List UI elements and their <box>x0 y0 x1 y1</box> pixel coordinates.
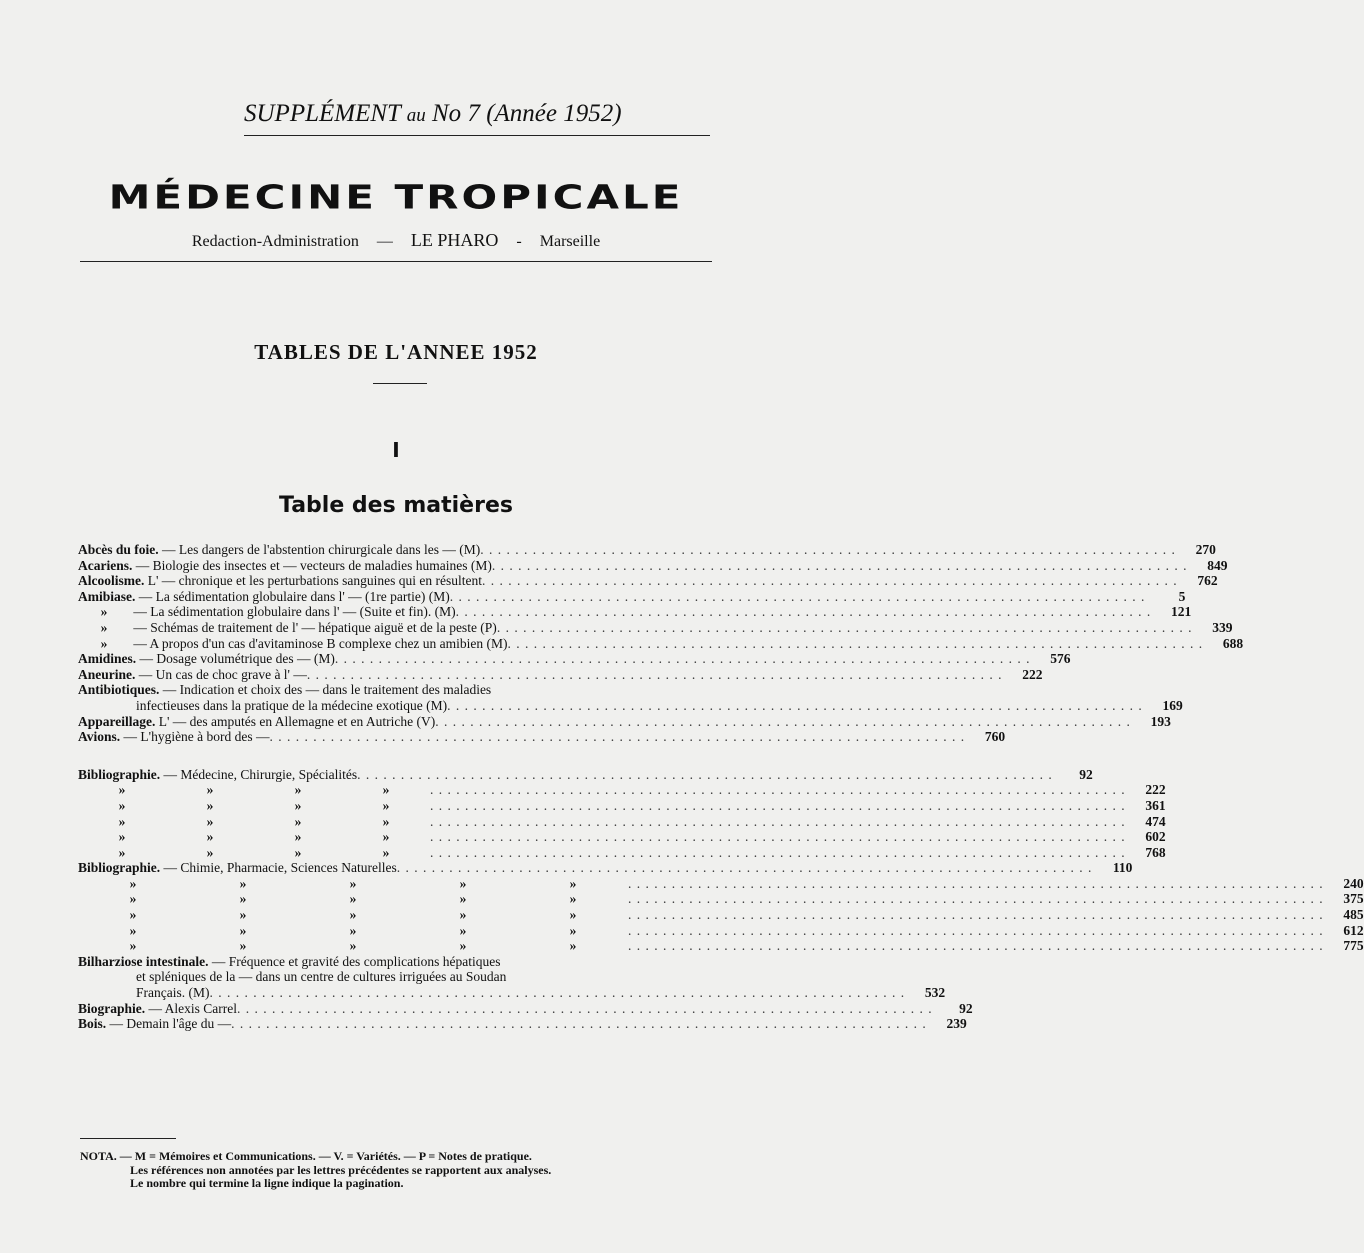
toc-entry-text <box>78 589 450 605</box>
toc-entry-text <box>78 938 628 954</box>
toc-entry-text <box>78 798 430 814</box>
supplement-number: 7 <box>467 100 480 127</box>
toc-keyword: Acariens. <box>78 557 133 573</box>
toc-description: L' — chronique et les perturbations sanguines qui en résultent <box>144 573 482 589</box>
toc-entry-text <box>78 651 335 667</box>
ditto-mark: » <box>569 938 577 954</box>
toc-entry <box>78 1016 967 1032</box>
toc-entry-text <box>78 1001 237 1017</box>
ditto-mark: » <box>569 891 577 907</box>
toc-entry-text <box>78 876 628 892</box>
page-number: 375 <box>1343 891 1364 907</box>
toc-entry-text <box>78 604 456 620</box>
toc-description: — Dosage volumétrique des — (M) <box>136 651 335 667</box>
supplement-au: au <box>406 105 426 126</box>
toc-entry-text <box>136 698 447 714</box>
toc-entry <box>78 860 1133 876</box>
ditto-mark: » <box>206 813 214 829</box>
ditto-mark: » <box>294 844 302 860</box>
page-number: 612 <box>1343 922 1364 938</box>
address-city: Marseille <box>539 233 601 250</box>
ditto-mark: » <box>569 907 577 923</box>
ditto-mark: » <box>382 797 390 813</box>
page-number: 121 <box>1170 604 1192 620</box>
page-number: 849 <box>1207 557 1228 573</box>
toc-entry <box>78 635 1244 652</box>
toc-entry-text <box>78 829 430 845</box>
ditto-mark: » <box>100 619 108 635</box>
ditto-mark: » <box>569 875 577 891</box>
toc-bibliography-chimie <box>78 860 1364 954</box>
ditto-mark: » <box>294 797 302 813</box>
toc-entry <box>78 938 1364 954</box>
page-number: 532 <box>924 985 946 1001</box>
toc-keyword: Aneurine. <box>78 666 136 682</box>
toc-entry <box>78 604 1192 620</box>
toc-description: L' — des amputés en Allemagne et en Autriche (V) <box>155 713 436 729</box>
toc-entry-text <box>78 814 430 830</box>
toc-entry <box>78 713 1171 730</box>
toc-keyword: Alcoolisme. <box>78 573 145 589</box>
toc-description: — La sédimentation globulaire dans l' — (1re partie) (M) <box>135 588 450 604</box>
toc-entry <box>78 557 1228 574</box>
leader-dots <box>430 814 1126 830</box>
ditto-mark: » <box>206 829 214 845</box>
toc-description: — Alexis Carrel <box>145 1000 237 1016</box>
section-title: Table des matières <box>279 493 513 518</box>
ditto-marks <box>78 798 430 814</box>
ditto-mark: » <box>206 782 214 798</box>
toc-entry <box>78 588 1186 605</box>
toc-keyword: Bilharziose intestinale. <box>78 953 209 969</box>
page-number: 762 <box>1197 573 1218 589</box>
address-dash: — <box>376 233 393 250</box>
leader-dots <box>357 767 1053 783</box>
toc-description: — Schémas de traitement de l' — hépatique aiguë et de la peste (P) <box>130 619 497 635</box>
leader-dots <box>307 667 1003 683</box>
ditto-marks <box>78 907 628 923</box>
page-number: 602 <box>1145 829 1166 845</box>
page-number: 222 <box>1022 666 1043 682</box>
toc-entry-text <box>78 782 430 798</box>
toc-continuation: Français. (M) <box>136 985 210 1001</box>
ditto-mark: » <box>382 829 390 845</box>
ditto-mark: » <box>294 813 302 829</box>
toc-entry-text <box>78 845 430 861</box>
toc-entry <box>78 985 946 1001</box>
ditto-mark: » <box>349 891 357 907</box>
ditto-marks <box>78 891 628 907</box>
ditto-marks <box>78 923 628 939</box>
toc-entry-text <box>78 729 270 745</box>
ditto-mark: » <box>239 891 247 907</box>
toc-entry <box>78 729 1006 745</box>
toc-entry-text <box>78 558 492 574</box>
toc-description: — Chimie, Pharmacie, Sciences Naturelles <box>160 860 397 876</box>
toc-entry <box>78 829 1166 845</box>
leader-dots <box>628 938 1324 954</box>
page-number: 485 <box>1343 907 1364 923</box>
leader-dots <box>482 573 1178 589</box>
ditto-mark: » <box>459 875 467 891</box>
toc-entry-text <box>78 542 480 558</box>
ditto-mark: » <box>569 922 577 938</box>
leader-dots <box>628 891 1324 907</box>
toc-bibliography-medecine <box>78 766 1166 861</box>
ditto-mark: » <box>129 938 137 954</box>
ditto-mark: » <box>118 782 126 798</box>
toc-keyword: Abcès du foie. <box>78 542 159 557</box>
toc-entry-text <box>78 620 497 636</box>
leader-dots <box>430 782 1126 798</box>
ditto-mark: » <box>118 797 126 813</box>
leader-dots <box>456 604 1152 620</box>
top-rule <box>244 135 710 136</box>
leader-dots <box>628 923 1324 939</box>
toc-entry <box>78 666 1043 683</box>
ditto-mark: » <box>349 875 357 891</box>
redaction-label: Redaction-Administration <box>191 233 359 250</box>
ditto-marks <box>78 829 430 845</box>
ditto-mark: » <box>118 829 126 845</box>
toc-description: — Médecine, Chirurgie, Spécialités <box>160 766 358 782</box>
toc-keyword: Bibliographie. <box>78 766 161 782</box>
ditto-mark: » <box>239 907 247 923</box>
leader-dots <box>447 698 1143 714</box>
toc-entry <box>78 766 1093 783</box>
ditto-mark: » <box>118 844 126 860</box>
page-number: 270 <box>1195 542 1216 557</box>
toc-entry <box>78 813 1166 830</box>
leader-dots <box>231 1016 927 1032</box>
leader-dots <box>430 798 1126 814</box>
page-number: 169 <box>1162 697 1183 713</box>
address-separator: - <box>516 233 522 250</box>
leader-dots <box>430 845 1126 861</box>
page-number: 5 <box>1178 588 1186 604</box>
ditto-mark: » <box>382 813 390 829</box>
toc-entry <box>78 907 1364 923</box>
table-of-contents <box>78 542 1364 1032</box>
toc-continuation: et spléniques de la — dans un centre de cultures irriguées au Soudan <box>136 969 507 985</box>
leader-dots <box>335 651 1031 667</box>
toc-entry-text <box>78 923 628 939</box>
supplement-year: (Année 1952) <box>486 100 622 127</box>
page-number: 688 <box>1222 635 1244 651</box>
toc-entry <box>78 922 1364 939</box>
footnote-nota <box>80 1150 720 1191</box>
toc-description: — A propos d'un cas d'avitaminose B complexe chez un amibien (M) <box>130 635 508 651</box>
leader-dots <box>480 542 1176 558</box>
ditto-mark: » <box>349 922 357 938</box>
toc-entry <box>78 844 1166 861</box>
leader-dots <box>497 620 1193 636</box>
toc-end-entries <box>78 953 973 1032</box>
toc-entry-text <box>78 767 357 783</box>
toc-description: — L'hygiène à bord des — <box>120 729 270 745</box>
leader-dots <box>508 636 1204 652</box>
ditto-mark: » <box>382 844 390 860</box>
ditto-mark: » <box>129 922 137 938</box>
ditto-mark: » <box>239 938 247 954</box>
toc-keyword: Antibiotiques. <box>78 682 160 698</box>
toc-entry <box>78 782 1166 798</box>
leader-dots <box>209 985 905 1001</box>
toc-entry-text <box>78 573 482 589</box>
tables-title: TABLES DE L'ANNEE 1952 <box>254 340 538 364</box>
footnote-rule <box>80 1138 176 1139</box>
page-number: 92 <box>1079 766 1093 782</box>
nota-line: NOTA. — M = Mémoires et Communications. — V. = Variétés. — P = Notes de pratique. <box>80 1149 532 1163</box>
page-number: 92 <box>959 1000 973 1016</box>
ditto-mark: » <box>206 797 214 813</box>
toc-entry <box>78 891 1364 907</box>
nota-line: Le nombre qui termine la ligne indique la pagination. <box>130 1176 404 1191</box>
toc-keyword: Amibiase. <box>78 588 136 604</box>
toc-description: — Les dangers de l'abstention chirurgicale dans les — (M) <box>158 542 481 557</box>
ditto-mark: » <box>459 907 467 923</box>
editorial-address <box>80 230 712 251</box>
leader-dots <box>628 876 1324 892</box>
toc-entry-text <box>78 714 435 730</box>
ditto-mark: » <box>294 782 302 798</box>
journal-masthead: MÉDECINE TROPICALE <box>108 178 684 217</box>
leader-dots <box>270 729 966 745</box>
ditto-marks <box>78 814 430 830</box>
toc-entry <box>78 1000 973 1017</box>
leader-dots <box>628 907 1324 923</box>
ditto-mark: » <box>349 938 357 954</box>
toc-keyword: Avions. <box>78 729 121 745</box>
toc-entry-text <box>78 1016 231 1032</box>
page-number: 240 <box>1343 875 1364 891</box>
toc-entry <box>78 619 1233 636</box>
ditto-mark: » <box>100 635 108 651</box>
section-number: I <box>392 438 400 462</box>
nota-line: Les références non annotées par les lettres précédentes se rapportent aux analyses. <box>130 1162 552 1177</box>
toc-main-entries <box>78 542 1244 745</box>
page-number: 474 <box>1145 813 1166 829</box>
address-location: LE PHARO <box>410 230 499 250</box>
ditto-mark: » <box>129 875 137 891</box>
toc-entry <box>78 969 712 985</box>
toc-entry-text <box>78 891 628 907</box>
toc-keyword: Amidines. <box>78 651 137 667</box>
ditto-mark: » <box>100 604 108 620</box>
toc-entry-text <box>78 667 307 683</box>
ditto-marks <box>78 782 430 798</box>
toc-description: — Fréquence et gravité des complications hépatiques <box>208 953 501 969</box>
leader-dots <box>430 829 1126 845</box>
leader-dots <box>397 860 1093 876</box>
ditto-marks <box>78 845 430 861</box>
toc-keyword: Appareillage. <box>78 713 156 729</box>
ditto-mark: » <box>349 907 357 923</box>
toc-entry <box>78 542 1216 558</box>
toc-description: — Demain l'âge du — <box>106 1016 232 1032</box>
masthead-rule <box>80 261 712 262</box>
ditto-mark: » <box>459 922 467 938</box>
page-number: 361 <box>1145 797 1166 813</box>
ditto-mark: » <box>118 813 126 829</box>
toc-entry <box>78 954 712 970</box>
leader-dots <box>450 589 1146 605</box>
toc-entry-text <box>78 907 628 923</box>
page-number: 110 <box>1112 860 1133 876</box>
toc-keyword: Bibliographie. <box>78 860 161 876</box>
page-number: 239 <box>946 1016 967 1032</box>
toc-entry-text <box>78 636 508 652</box>
title-divider <box>373 383 427 384</box>
ditto-marks <box>78 938 628 954</box>
page-number: 193 <box>1150 713 1171 729</box>
toc-entry <box>78 573 1218 589</box>
toc-description: — La sédimentation globulaire dans l' — (Suite et fin). (M) <box>130 604 456 620</box>
ditto-mark: » <box>129 907 137 923</box>
page-number: 760 <box>984 729 1006 745</box>
ditto-mark: » <box>294 829 302 845</box>
page-number: 768 <box>1145 844 1166 860</box>
supplement-no: No <box>432 100 462 127</box>
toc-entry <box>78 875 1364 892</box>
ditto-mark: » <box>459 938 467 954</box>
toc-description: — Biologie des insectes et — vecteurs de maladies humaines (M) <box>132 557 492 573</box>
toc-keyword: Bois. <box>78 1016 107 1032</box>
toc-description: — Indication et choix des — dans le traitement des maladies <box>159 682 492 698</box>
toc-entry <box>78 797 1166 814</box>
toc-entry-text <box>78 682 491 698</box>
toc-entry-text <box>136 985 209 1001</box>
page-number: 339 <box>1212 619 1233 635</box>
toc-entry-text <box>136 969 506 985</box>
leader-dots <box>492 558 1188 574</box>
page-number: 775 <box>1343 938 1364 954</box>
ditto-mark: » <box>382 782 390 798</box>
toc-entry <box>78 697 1183 714</box>
page-number: 222 <box>1145 782 1166 798</box>
supplement-word: SUPPLÉMENT <box>244 100 401 127</box>
ditto-mark: » <box>206 844 214 860</box>
toc-entry-text <box>78 860 397 876</box>
toc-description: — Un cas de choc grave à l' — <box>135 666 307 682</box>
toc-keyword: Biographie. <box>78 1000 146 1016</box>
toc-continuation: infectieuses dans la pratique de la médecine exotique (M) <box>136 697 448 713</box>
toc-entry <box>78 682 712 698</box>
toc-entry-text <box>78 954 501 970</box>
ditto-mark: » <box>239 875 247 891</box>
page-number: 576 <box>1050 651 1071 667</box>
leader-dots <box>237 1001 933 1017</box>
ditto-mark: » <box>239 922 247 938</box>
ditto-mark: » <box>459 891 467 907</box>
ditto-mark: » <box>129 891 137 907</box>
ditto-marks <box>78 876 628 892</box>
leader-dots <box>435 714 1131 730</box>
toc-entry <box>78 651 1071 667</box>
supplement-line <box>244 100 714 128</box>
